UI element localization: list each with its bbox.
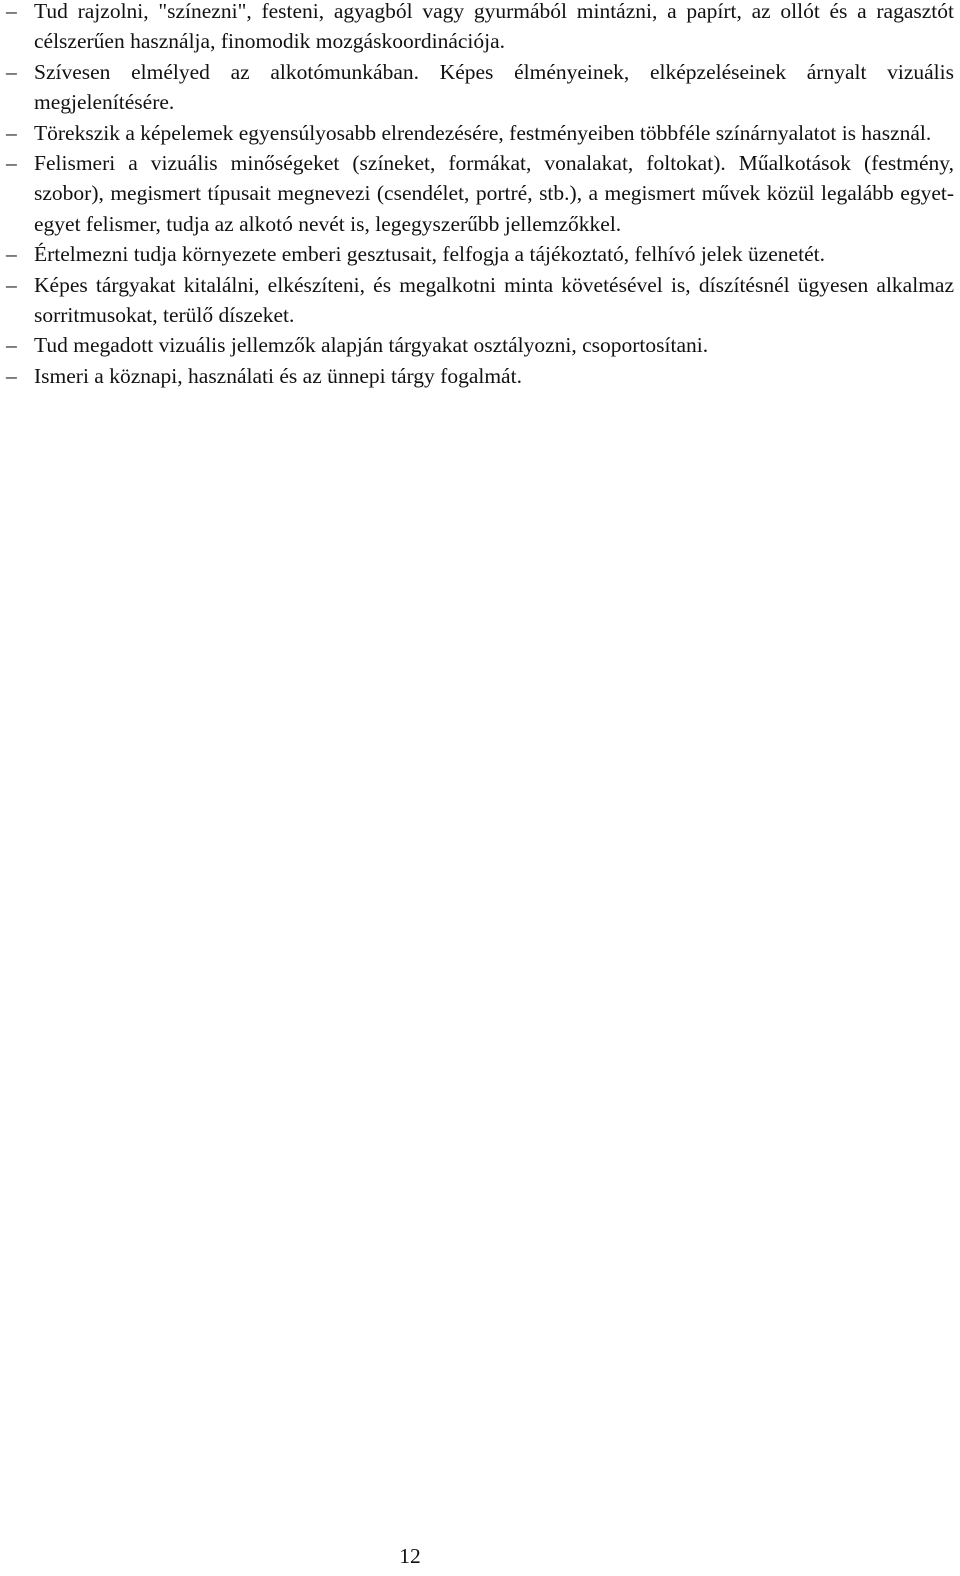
list-item-text: Tud rajzolni, "színezni", festeni, agyagból vagy gyurmából mintázni, a papírt, az ollót és a ragasztót célszerűen használja, finomodik mozgáskoordinációja. xyxy=(34,0,954,54)
dash-bullet: – xyxy=(6,120,17,145)
dash-bullet: – xyxy=(6,59,17,84)
list-item xyxy=(6,118,954,148)
list-item-text: Felismeri a vizuális minőségeket (színeket, formákat, vonalakat, foltokat). Műalkotások (festmény, szobor), megismert típusait megnevezi (csendélet, portré, stb.), a megismert művek közül legalább egyet-egyet felismer, tudja az alkotó nevét is, legegyszerűbb jellemzőkkel. xyxy=(34,151,954,236)
requirements-list xyxy=(6,0,954,391)
dash-bullet: – xyxy=(6,242,17,267)
list-item-text: Szívesen elmélyed az alkotómunkában. Képes élményeinek, elképzeléseinek árnyalt vizuális megjelenítésére. xyxy=(34,59,954,115)
list-item xyxy=(6,148,954,239)
dash-bullet: – xyxy=(6,272,17,297)
list-item-text: Törekszik a képelemek egyensúlyosabb elrendezésére, festményeiben többféle színárnyalatot is használ. xyxy=(34,120,932,145)
dash-bullet: – xyxy=(6,151,17,176)
dash-bullet: – xyxy=(6,363,17,388)
list-item xyxy=(6,239,954,269)
page-number-text: 12 xyxy=(399,1544,421,1568)
list-item-text: Értelmezni tudja környezete emberi gesztusait, felfogja a tájékoztató, felhívó jelek üzenetét. xyxy=(34,242,825,267)
list-item-text: Ismeri a köznapi, használati és az ünnepi tárgy fogalmát. xyxy=(34,363,522,388)
dash-bullet: – xyxy=(6,333,17,358)
list-item-text: Képes tárgyakat kitalálni, elkészíteni, és megalkotni minta követésével is, díszítésnél ügyesen alkalmaz sorritmusokat, terülő díszeket. xyxy=(34,272,954,328)
list-item xyxy=(6,0,954,57)
list-item xyxy=(6,57,954,118)
list-item xyxy=(6,330,954,360)
dash-bullet: – xyxy=(6,0,17,23)
page-number xyxy=(0,1541,960,1571)
list-item-text: Tud megadott vizuális jellemzők alapján tárgyakat osztályozni, csoportosítani. xyxy=(34,333,709,358)
list-item xyxy=(6,270,954,331)
list-item xyxy=(6,361,954,391)
